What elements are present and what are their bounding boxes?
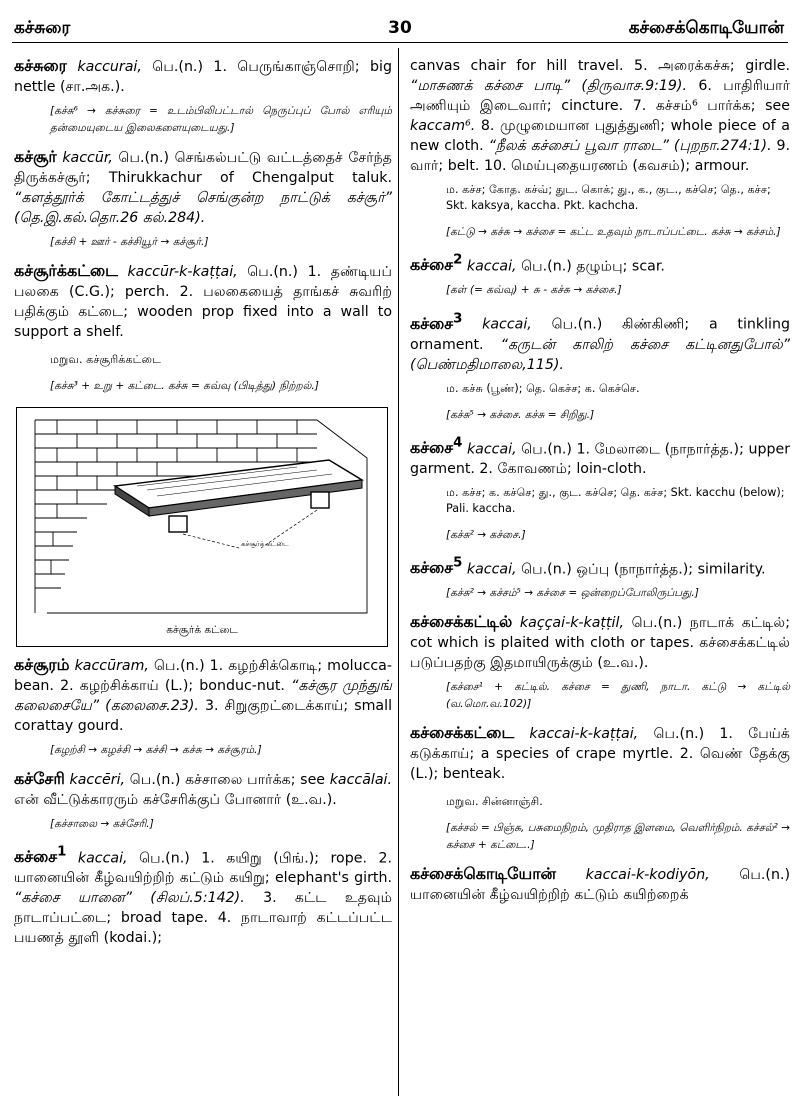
homonym-number: 2 bbox=[453, 253, 463, 268]
citation-quote: “நீலக் கச்சைப் பூவா ராடை” (புறநா.274:1). bbox=[488, 138, 772, 154]
headword: கச்சுரை bbox=[14, 56, 67, 75]
part-of-speech: பெ.(n.) bbox=[118, 150, 170, 166]
transliteration: kaccai, bbox=[77, 850, 128, 867]
definition: ஒப்பு (நாநார்த்த.); similarity. bbox=[576, 561, 766, 578]
cognates: ம. கச்சு (பூண்); தெ. கெச்ச; க. கெச்செ. bbox=[446, 381, 640, 395]
entry-kaccai-k-kodiyon bbox=[410, 864, 790, 905]
etymology: [கச்சை¹ + கட்டில். கச்சை = துணி, நாடா. கட்டு → கட்டில் (வ.மொ.வ.102)] bbox=[446, 681, 790, 711]
headword: கச்சை$^4$ bbox=[410, 435, 463, 457]
page-number: 30 bbox=[388, 18, 412, 38]
cross-reference: kaccālai. bbox=[329, 772, 393, 788]
definition: 1. கழற்சிக்கொடி; molucca-bean. 2. கழற்சிக்காய் (L.); bonduc-nut. bbox=[14, 658, 392, 694]
headword: கச்சைக்கொடியோன் bbox=[410, 864, 557, 884]
homonym-number: 5 bbox=[453, 555, 463, 571]
etymology: [கச்சாலை → கச்சேரி.] bbox=[50, 818, 154, 830]
transliteration: kaccai, bbox=[466, 561, 517, 578]
right-column bbox=[410, 56, 790, 909]
part-of-speech: பெ.(n.) bbox=[153, 658, 205, 674]
definition: 3. சிறுகுறட்டைக்காய்; small corattay gourd. bbox=[14, 698, 393, 734]
transliteration: kaççai-k-kaṭṭil, bbox=[519, 615, 624, 632]
headword: கச்சைக்கட்டை bbox=[410, 723, 515, 743]
page-header bbox=[0, 0, 800, 40]
transliteration: kaccai, bbox=[466, 258, 517, 275]
etymology: [கச்சு³ + உறு + கட்டை. கச்சு = கவ்வு (பிடித்து) நிற்றல்.] bbox=[50, 380, 319, 392]
part-of-speech: பெ.(n.) bbox=[631, 615, 683, 632]
etymology: [கச்சு² → கச்சம்⁵ → கச்சை = ஒன்றைப்போலிருப்பது.] bbox=[446, 587, 699, 600]
headword: கச்சை$^3$ bbox=[410, 311, 463, 333]
definition: 3. கட்ட உதவும் நாடாப்பட்டை; broad tape. 4. நாடாவாற் கட்டப்பட்ட பயணத் தூளி (kodai.); bbox=[14, 890, 392, 947]
entry-kaccai-5 bbox=[410, 554, 790, 579]
usage-example: என் வீட்டுக்காரரும் கச்சேரிக்குப் போனார் (உ.வ.). bbox=[14, 792, 337, 808]
definition: கச்சாலை பார்க்க; see bbox=[185, 772, 326, 788]
etymology: [கள் (= கவ்வு) + சு - கச்சு → கச்சை.] bbox=[446, 284, 622, 297]
entry-kaccur bbox=[14, 147, 392, 228]
header-rule bbox=[12, 42, 788, 43]
definition: 8. முழுமையான புதுத்துணி; whole piece of a new cloth. bbox=[410, 118, 790, 154]
etymology: [கட்டு → கச்சு → கச்சை = கட்ட உதவும் நாடாப்பட்டை. கச்சு → கச்சம்.] bbox=[446, 226, 781, 238]
transliteration: kaccūram, bbox=[74, 658, 149, 674]
transliteration: kaccai, bbox=[466, 440, 517, 457]
column-divider bbox=[398, 48, 399, 1096]
transliteration: kaccai-k-kaṭṭai, bbox=[529, 726, 639, 743]
entry-kaccai-2 bbox=[410, 251, 790, 276]
synonym-note: மறுவ. கச்சூரிக்கட்டை bbox=[50, 353, 161, 366]
definition: 1. கயிறு (பிங்.); rope. 2. யானையின் கீழ்வயிற்றிற் கட்டும் கயிறு; elephant's girth. bbox=[14, 850, 393, 887]
transliteration: kaccai, bbox=[482, 316, 532, 333]
etymology: [கச்சு² → கச்சை.] bbox=[446, 528, 526, 541]
headword: கச்சைக்கட்டில் bbox=[410, 612, 513, 632]
part-of-speech: பெ.(n.) bbox=[739, 867, 790, 884]
part-of-speech: பெ.(n.) bbox=[551, 316, 603, 333]
entry-kacciram bbox=[14, 655, 392, 736]
left-column bbox=[14, 56, 392, 952]
definition: 6. பாதிரியார் அணியும் இடைவார்; cincture. 7. bbox=[410, 78, 791, 114]
definition: தழும்பு; scar. bbox=[576, 258, 665, 275]
definition: நாடாக் கட்டில்; cot which is plaited with cloth or tapes. கச்சைக்கட்டில் படுப்பதற்கு இதமாயிருக்கும் (உ.வ.). bbox=[410, 615, 790, 672]
header-left-guideword: கச்சுரை bbox=[14, 18, 71, 38]
cognates: ம. கச்ச; கோத. கச்வ்; துட. கொக்; து., க., குட., கச்செ; தெ., கச்ச; Skt. kaksya, kaccha. Pkt. kachcha. bbox=[446, 183, 771, 212]
headword: கச்சூர்க்கட்டை bbox=[14, 261, 118, 280]
transliteration: kaccūr, bbox=[62, 150, 113, 166]
header-right-guideword: கச்சைக்கொடியோன் bbox=[628, 18, 784, 38]
definition: 1. மேலாடை (நாநார்த்த.); upper garment. 2. கோவணம்; loin-cloth. bbox=[410, 440, 791, 477]
cognates: ம. கச்ச; க. கச்செ; து., குட. கச்செ; தெ. கச்ச; Skt. kacchu (below); Pali. kaccha. bbox=[446, 485, 785, 515]
definition: செங்கல்பட்டு வட்டத்தைச் சேர்ந்த திருக்கச்சூர்; Thirukkachur of Chengalput taluk. bbox=[14, 150, 393, 186]
citation-quote: “கச்சூர முந்துங் கலைசையே” (கலைசை.23). bbox=[14, 678, 392, 714]
headword: கச்சூர் bbox=[14, 147, 57, 166]
part-of-speech: பெ.(n.) bbox=[247, 264, 298, 280]
transliteration: kaccēri, bbox=[69, 772, 126, 788]
definition: கச்சம்⁶ பார்க்க; see bbox=[655, 98, 790, 114]
entry-kaccai-1-continued bbox=[410, 56, 790, 176]
etymology: [கச்சி + ஊர் - கச்சியூர் → கச்சூர்.] bbox=[50, 236, 209, 248]
transliteration: kaccūr-k-kaṭṭai, bbox=[127, 264, 238, 280]
brick-wall-shelf-drawing bbox=[17, 408, 387, 646]
shelf-illustration bbox=[16, 407, 388, 647]
definition: 1. பெருங்காஞ்சொறி; big nettle (சா.அக.). bbox=[14, 59, 392, 95]
part-of-speech: பெ.(n.) bbox=[521, 440, 572, 457]
figure-caption: கச்சூர்க் கட்டை bbox=[166, 624, 238, 636]
homonym-number: 1 bbox=[57, 845, 67, 860]
citation-quote: “களத்தூர்க் கோட்டத்துச் செங்குன்ற நாட்டுக் கச்சூர்” (தெ.இ.கல்.தொ.26 கல்.284). bbox=[14, 190, 392, 226]
definition: 1. தண்டியப் பலகை (C.G.); perch. 2. பலகையைத் தாங்கச் சுவரிற் பதிக்கும் கட்டை; wooden prop fixed into a wall to support a shelf. bbox=[14, 264, 393, 340]
citation-quote: “கச்சை யானை” (சிலப்.5:142). bbox=[14, 890, 245, 907]
part-of-speech: பெ.(n.) bbox=[521, 258, 572, 275]
part-of-speech: பெ.(n.) bbox=[152, 59, 203, 75]
etymology: [கச்சு⁵ → கச்சை. கச்சு = சிறிது.] bbox=[446, 408, 595, 421]
part-of-speech: பெ.(n.) bbox=[139, 850, 190, 867]
citation-quote: “மாசுணக் கச்சை பாடி” (திருவாச.9:19). bbox=[410, 78, 687, 94]
transliteration: kaccurai, bbox=[77, 59, 142, 75]
transliteration: kaccai-k-kodiyōn, bbox=[585, 867, 710, 884]
definition: 1. பேய்க் கடுக்காய்; a species of crape myrtle. 2. வெண் தேக்கு (L.); benteak. bbox=[410, 726, 790, 783]
etymology: [கச்சு⁶ → கச்சுரை = உடம்பிலிபட்டால் நெருப்புப் போல் எரியும் தன்மையுடைய இலைகளையுடையது.] bbox=[50, 105, 392, 134]
headword: கச்சூரம் bbox=[14, 655, 70, 674]
etymology: [கழற்சி → கழச்சி → கச்சி → கச்சு → கச்சூரம்.] bbox=[50, 744, 262, 756]
part-of-speech: பெ.(n.) bbox=[129, 772, 181, 788]
figure-label: கச்சூர்க் கட்டை bbox=[241, 540, 289, 548]
entry-kacceri bbox=[14, 769, 392, 810]
homonym-number: 4 bbox=[453, 435, 463, 451]
definition: கிண்கிணி; a tinkling ornament. bbox=[410, 316, 790, 353]
definition: canvas chair for hill travel. 5. அரைக்கச்சு; girdle. bbox=[410, 58, 790, 74]
citation-quote: “கருடன் காலிற் கச்சை கட்டினதுபோல்” (பெண்மதிமாலை,115). bbox=[410, 336, 790, 373]
headword: கச்சை$^5$ bbox=[410, 555, 463, 578]
definition: 9. வார்; belt. 10. மெய்புதையரணம் (கவசம்); armour. bbox=[410, 138, 791, 174]
part-of-speech: பெ.(n.) bbox=[653, 726, 705, 743]
etymology: [கச்சல் = பிஞ்சு, பசுமைநிறம், முதிராத இளமை, வெளிர்நிறம். கச்சல்² → கச்சை + கட்டை..] bbox=[446, 822, 790, 852]
entry-kaccur-k-kattai bbox=[14, 261, 392, 342]
homonym-number: 3 bbox=[453, 311, 463, 327]
entry-kaccai-3 bbox=[410, 309, 790, 374]
entry-kaccai-k-kattai bbox=[410, 723, 790, 784]
headword: கச்சை$^1$ bbox=[14, 845, 67, 867]
entry-kaccai-k-kattil bbox=[410, 612, 790, 673]
definition: யானையின் கீழ்வயிற்றிற் கட்டும் கயிற்றைக் bbox=[410, 887, 689, 904]
headword: கச்சேரி bbox=[14, 769, 65, 788]
part-of-speech: பெ.(n.) bbox=[521, 561, 572, 578]
headword: கச்சை$^2$ bbox=[410, 253, 463, 275]
entry-kaccurai bbox=[14, 56, 392, 97]
entry-kaccai-1 bbox=[14, 843, 392, 948]
synonym-note: மறுவ. சின்னாஞ்சி. bbox=[446, 795, 543, 809]
cross-reference: kaccam⁶. bbox=[410, 118, 476, 134]
entry-kaccai-4 bbox=[410, 434, 790, 479]
